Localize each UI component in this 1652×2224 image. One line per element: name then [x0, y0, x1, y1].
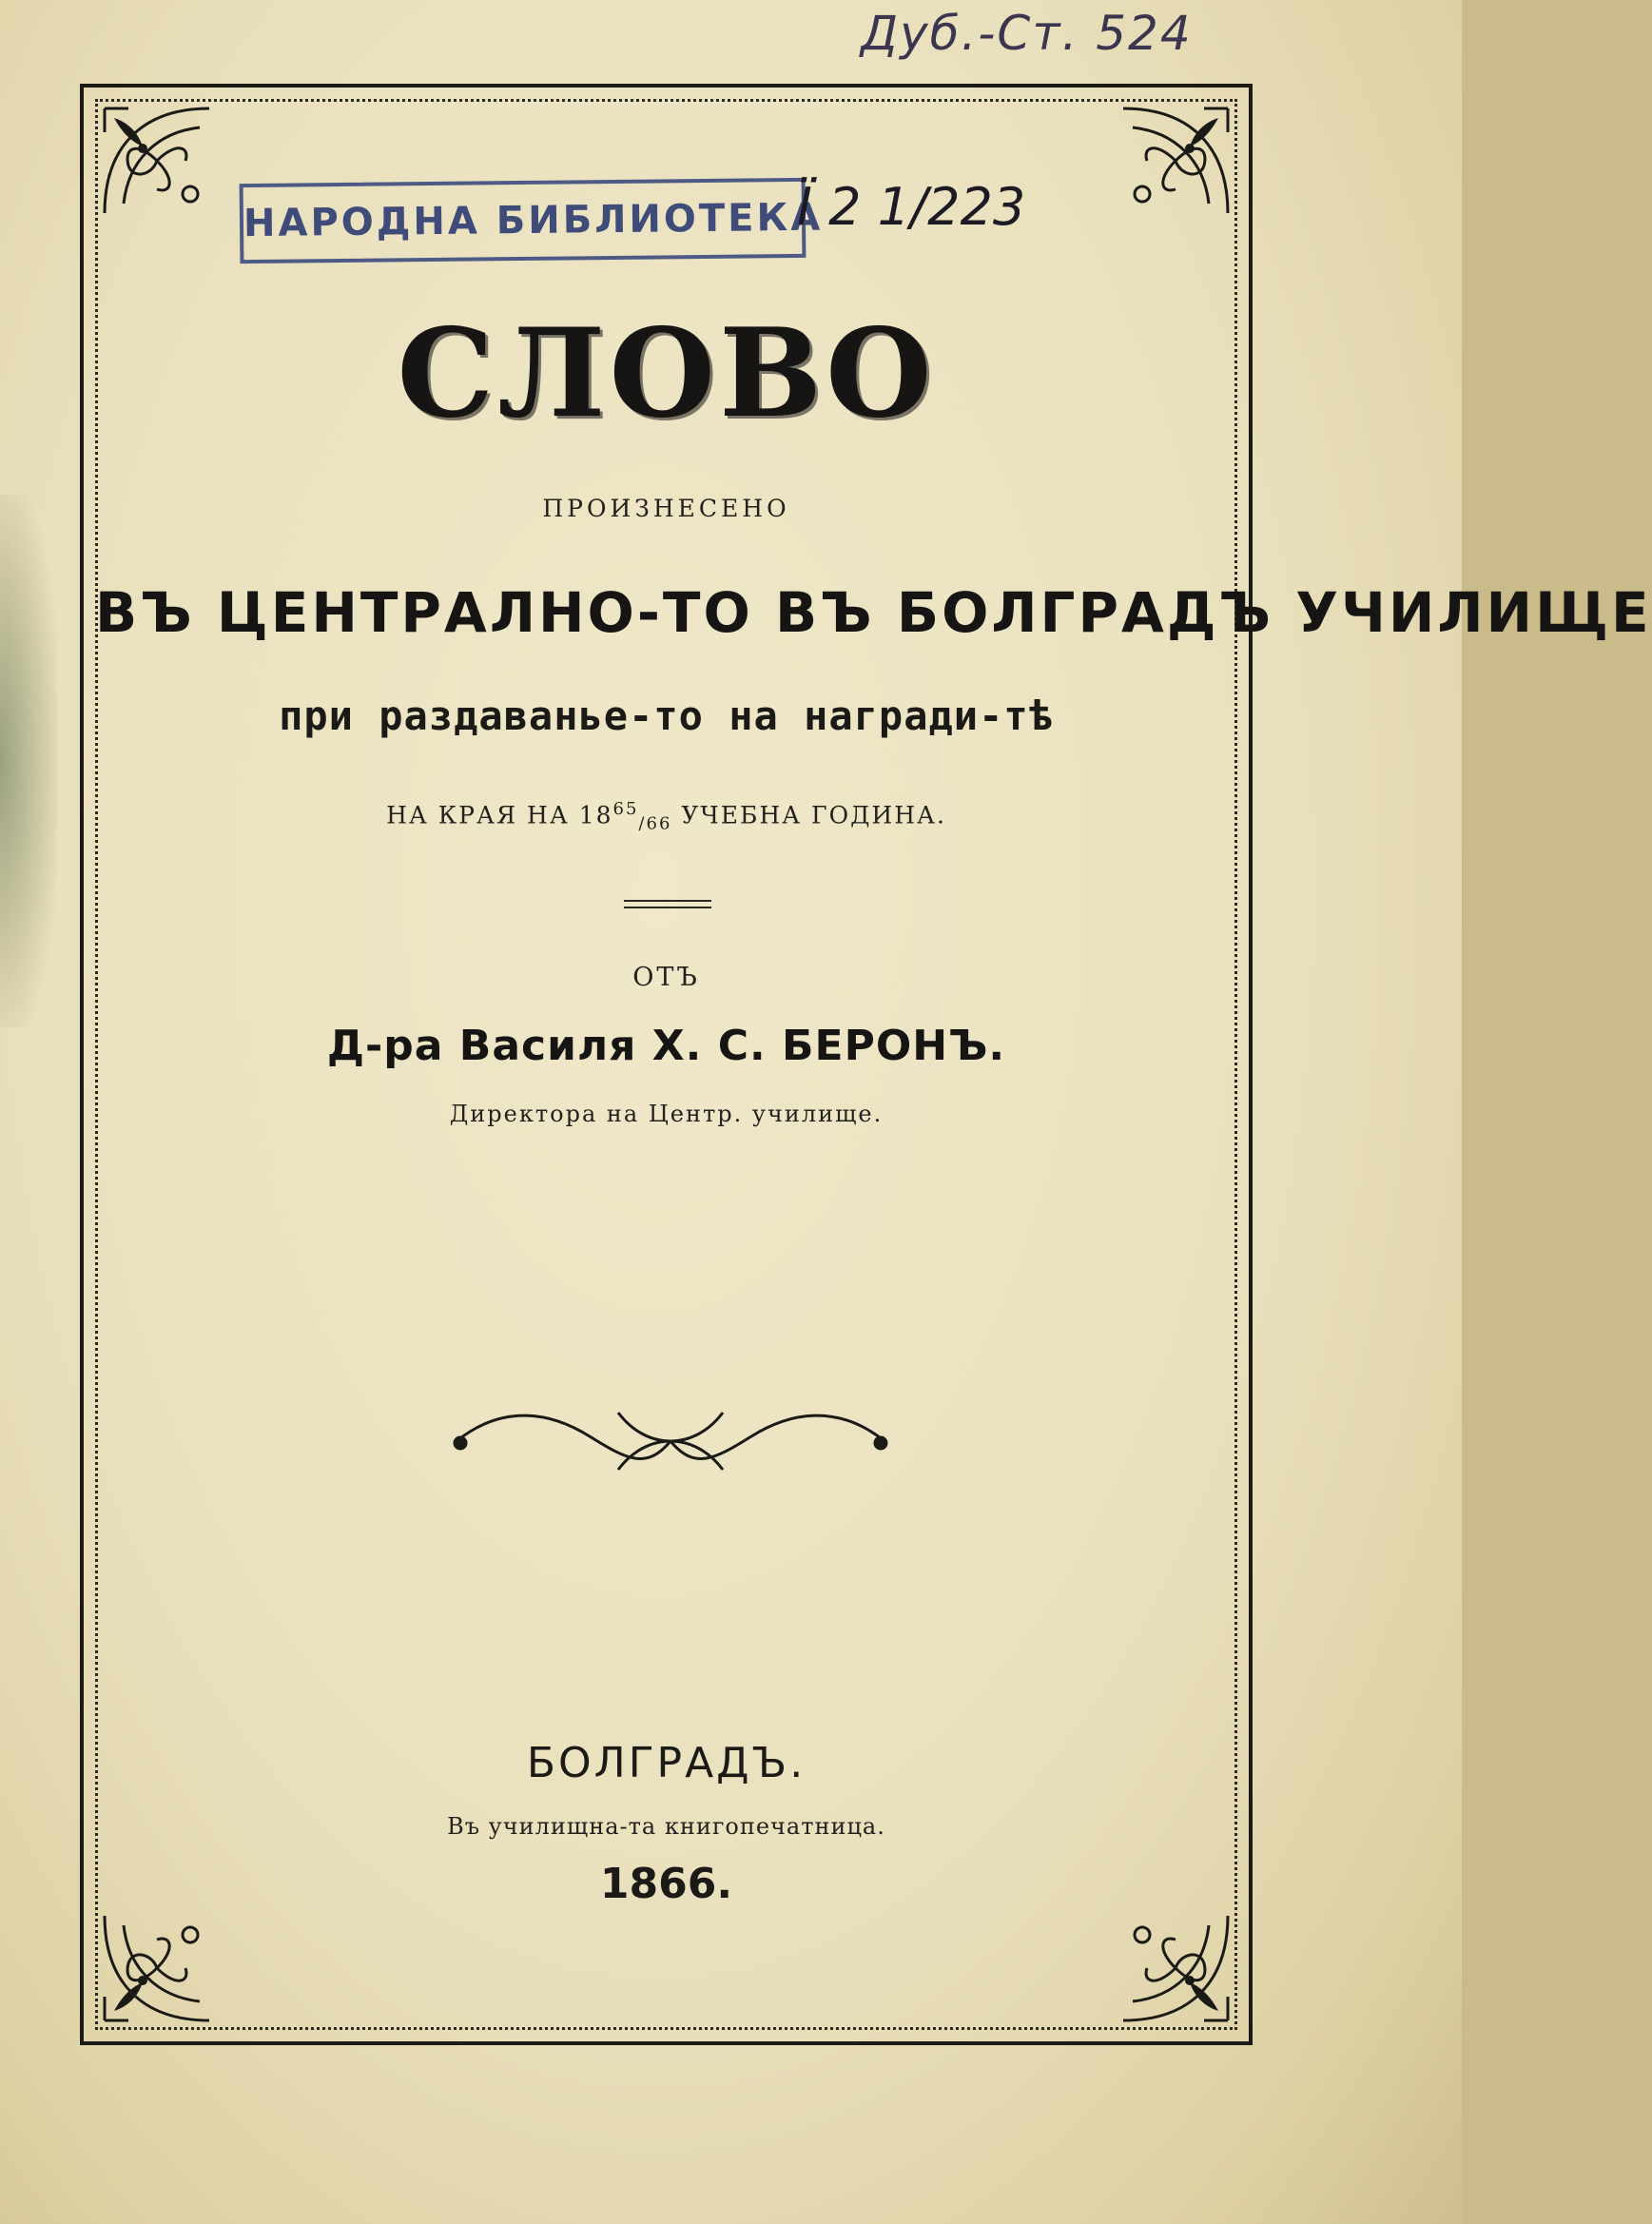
corner-ornament-top-left	[86, 89, 228, 232]
water-stain	[0, 495, 57, 1027]
handwritten-shelfmark: Дуб.-Ст. 524	[861, 6, 1193, 61]
title: СЛОВО	[397, 302, 936, 445]
by-label: ОТЪ	[632, 963, 700, 992]
school-year-line	[95, 799, 1237, 833]
inventory-number: Ї 2 1/223	[797, 177, 1026, 237]
term-subscript: /66	[638, 813, 672, 834]
imprint-place: БОЛГРАДЪ.	[526, 1739, 807, 1787]
imprint-press: Въ училищна-та книгопечатница.	[447, 1813, 885, 1840]
corner-ornament-bottom-right	[1104, 1897, 1247, 2039]
corner-ornament-bottom-left	[86, 1897, 228, 2039]
subtitle: ПРОИЗНЕСЕНО	[542, 495, 790, 522]
divider-rule-top	[624, 900, 711, 902]
divider-rule-bottom	[624, 907, 711, 908]
author-title: Директора на Центр. училище.	[449, 1101, 884, 1127]
flourish-ornament	[447, 1384, 894, 1489]
term-superscript: 65	[612, 799, 639, 819]
library-stamp: НАРОДНА БИБЛИОТЕКА	[240, 178, 807, 263]
venue-line: ВЪ ЦЕНТРАЛНО-ТО ВЪ БОЛГРАДЪ УЧИЛИЩЕ	[95, 580, 1652, 645]
term-prefix: НА КРАЯ НА 18	[386, 801, 613, 829]
author-name: Д-ра Василя Х. С. БЕРОНЪ.	[326, 1022, 1006, 1070]
occasion-line: при раздаванье-то на награди-тѣ	[279, 693, 1054, 739]
term-suffix: УЧЕБНА ГОДИНА.	[671, 801, 946, 829]
imprint-year: 1866.	[599, 1860, 733, 1908]
